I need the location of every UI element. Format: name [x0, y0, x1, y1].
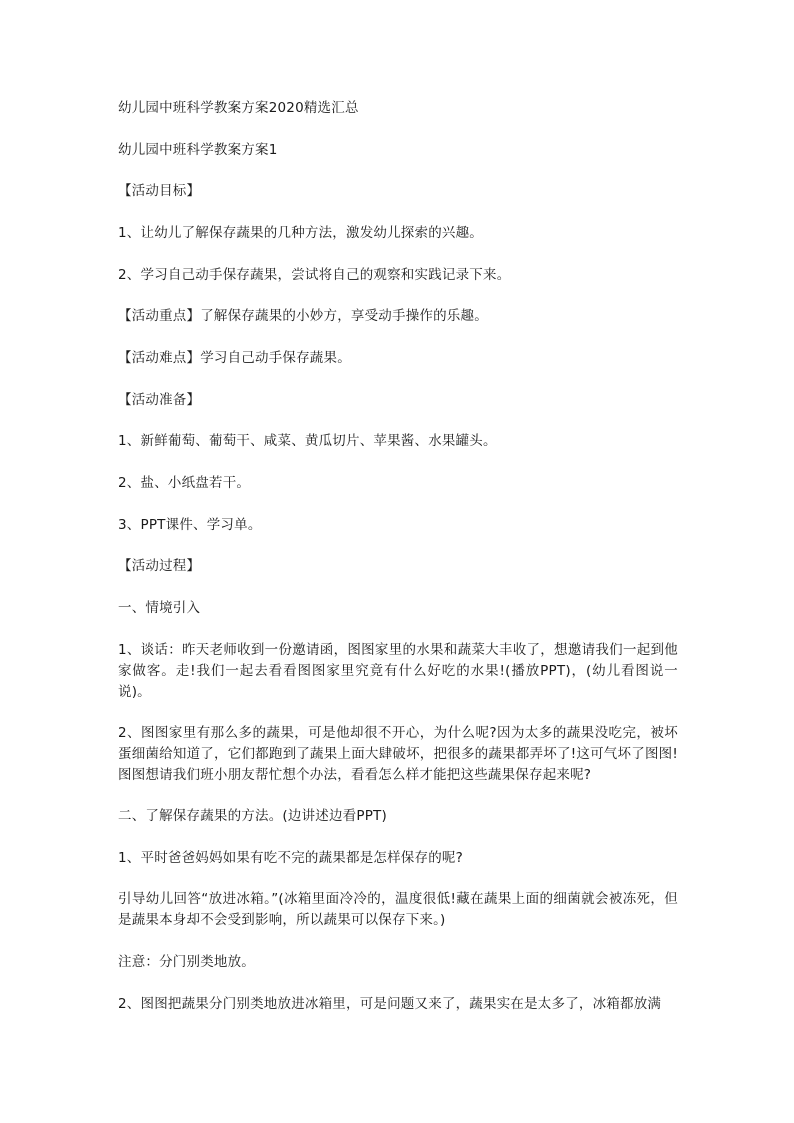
heading-process: 【活动过程】 — [118, 558, 201, 574]
heading-preparation: 【活动准备】 — [118, 392, 201, 408]
document-page — [118, 0, 678, 1123]
paragraph: 2、学习自己动手保存蔬果，尝试将自己的观察和实践记录下来。 — [118, 267, 511, 283]
heading-activity-goals: 【活动目标】 — [118, 183, 201, 199]
paragraph: 1、新鲜葡萄、葡萄干、咸菜、黄瓜切片、苹果酱、水果罐头。 — [118, 433, 497, 449]
paragraph-key-point: 【活动重点】了解保存蔬果的小妙方，享受动手操作的乐趣。 — [118, 308, 488, 324]
paragraph: 2、盐、小纸盘若干。 — [118, 475, 251, 491]
document-title: 幼儿园中班科学教案方案2020精选汇总 — [118, 100, 359, 116]
paragraph: 1、让幼儿了解保存蔬果的几种方法，激发幼儿探索的兴趣。 — [118, 225, 483, 241]
paragraph: 引导幼儿回答“放进冰箱。”(冰箱里面冷冷的，温度很低!藏在蔬果上面的细菌就会被冻死，但是蔬果本身却不会受到影响，所以蔬果可以保存下来。) — [118, 891, 678, 928]
section-title: 幼儿园中班科学教案方案1 — [118, 142, 278, 158]
heading-part-two: 二、了解保存蔬果的方法。(边讲述边看PPT) — [118, 808, 387, 824]
heading-part-one: 一、情境引入 — [118, 600, 201, 616]
paragraph: 3、PPT课件、学习单。 — [118, 517, 262, 533]
paragraph-note: 注意：分门别类地放。 — [118, 954, 255, 970]
paragraph-difficulty: 【活动难点】学习自己动手保存蔬果。 — [118, 350, 351, 366]
paragraph: 1、平时爸爸妈妈如果有吃不完的蔬果都是怎样保存的呢? — [118, 850, 463, 866]
paragraph: 2、图图家里有那么多的蔬果，可是他却很不开心，为什么呢?因为太多的蔬果没吃完，被坏蛋细菌给知道了，它们都跑到了蔬果上面大肆破坏，把很多的蔬果都弄坏了!这可气坏了图图!图图想请我们班小朋友帮忙想个办法，看看怎么样才能把这些蔬果保存起来呢? — [118, 725, 678, 783]
paragraph: 1、谈话：昨天老师收到一份邀请函，图图家里的水果和蔬菜大丰收了，想邀请我们一起到他家做客。走!我们一起去看看图图家里究竟有什么好吃的水果!(播放PPT)，(幼儿看图说一说)。 — [118, 642, 678, 700]
paragraph: 2、图图把蔬果分门别类地放进冰箱里，可是问题又来了，蔬果实在是太多了，冰箱都放满 — [118, 996, 662, 1012]
